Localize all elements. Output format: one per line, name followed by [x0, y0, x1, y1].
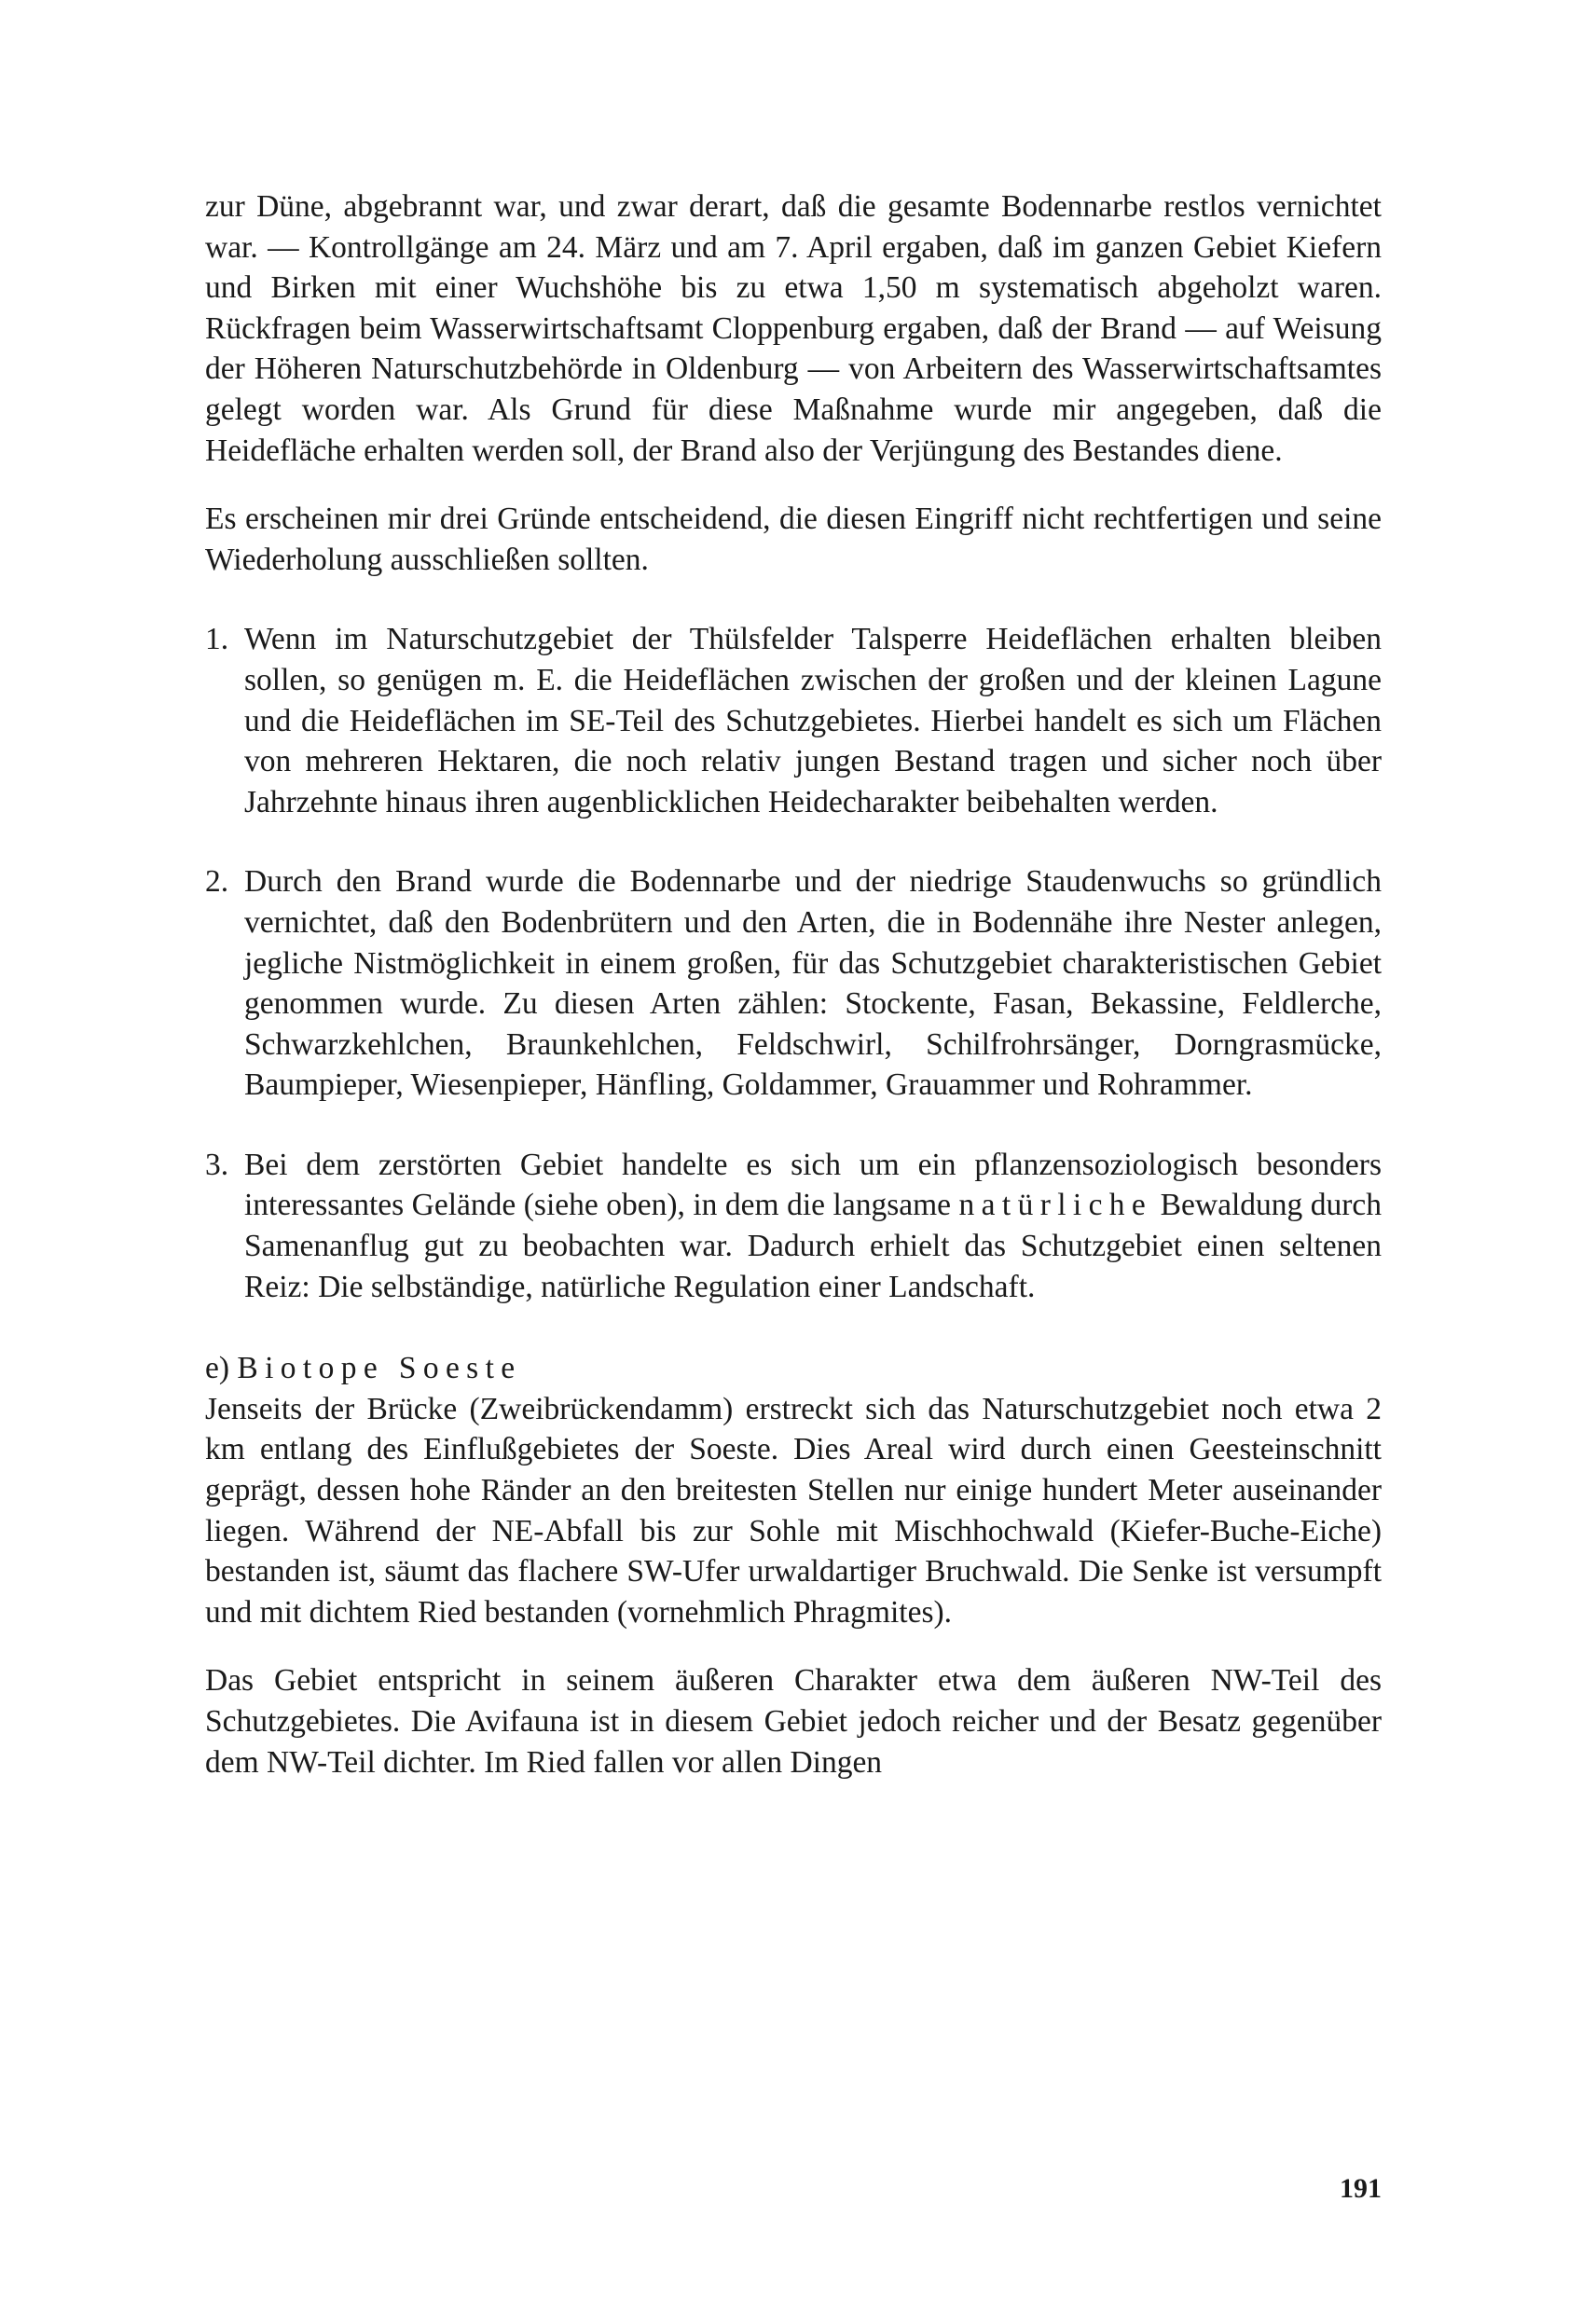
list-item-text-part: Bewaldung durch Samenanflug gut zu beobachten war. Dadurch erhielt das Schutzgebiet einen seltenen Reiz: Die selbständige, natürliche Regulation einer Landschaft. [244, 1188, 1383, 1304]
list-number: 1. [205, 622, 229, 657]
list-number: 3. [205, 1147, 229, 1182]
list-number: 2. [205, 864, 229, 900]
list-item [205, 861, 1382, 1106]
page-body [205, 186, 1382, 1782]
body-paragraph: Das Gebiet entspricht in seinem äußeren Charakter etwa dem äußeren NW-Teil des Schutzgebietes. Die Avifauna ist in diesem Gebiet jedoch reicher und der Besatz gegenüber dem NW-Teil dichter. Im Ried fallen vor allen Dingen [205, 1663, 1382, 1780]
list-item [205, 619, 1382, 822]
section-title: Biotope Soeste [237, 1351, 522, 1386]
list-item [205, 1145, 1382, 1307]
list-item-text: Durch den Brand wurde die Bodennarbe und der niedrige Staudenwuchs so gründlich vernichtet, daß den Bodenbrütern und den Arten, die in Bodennähe ihre Nester anlegen, jegliche Nistmöglichkeit in einem großen, für das Schutzgebiet charakteristischen Gebiet genommen wurde. Zu diesen Arten zählen: Stockente, Fasan, Bekassine, Feldlerche, Schwarzkehlchen, Braunkehlchen, Feldschwirl, Schilfrohrsänger, Dorngrasmücke, Baumpieper, Wiesenpieper, Hänfling, Goldammer, Grauammer und Rohrammer. [244, 864, 1382, 1103]
page-number: 191 [1340, 2173, 1382, 2204]
list-item-text [244, 1145, 1382, 1307]
body-paragraph: Es erscheinen mir drei Gründe entscheidend, die diesen Eingriff nicht rechtfertigen und seine Wiederholung ausschließen sollten. [205, 502, 1382, 577]
list-item-text-part: Bei dem zerstörten Gebiet handelte es sich um ein pflanzensoziologisch besonders interessantes Gelände (siehe oben), in dem die langsame [244, 1147, 1382, 1223]
body-paragraph: Jenseits der Brücke (Zweibrückendamm) erstreckt sich das Naturschutzgebiet noch etwa 2 km entlang des Einflußgebietes der Soeste. Dies Areal wird durch einen Geesteinschnitt geprägt, dessen hohe Ränder an den breitesten Stellen nur einige hundert Meter auseinander liegen. Während der NE-Abfall bis zur Sohle mit Mischhochwald (Kiefer-Buche-Eiche) bestanden ist, säumt das flachere SW-Ufer urwaldartiger Bruchwald. Die Senke ist versumpft und mit dichtem Ried bestanden (vornehmlich Phragmites). [205, 1391, 1382, 1630]
list-item-text: Wenn im Naturschutzgebiet der Thülsfelder Talsperre Heideflächen erhalten bleiben sollen, so genügen m. E. die Heideflächen zwischen der großen und der kleinen Lagune und die Heideflächen im SE-Teil des Schutzgebietes. Hierbei handelt es sich um Flächen von mehreren Hektaren, die noch relativ jungen Bestand tragen und sicher noch über Jahrzehnte hinaus ihren augenblicklichen Heidecharakter beibehalten werden. [244, 622, 1382, 819]
numbered-list [205, 619, 1382, 1307]
emphasized-word: natürliche [958, 1188, 1153, 1223]
section-heading [205, 1348, 1382, 1389]
body-paragraph: zur Düne, abgebrannt war, und zwar derart, daß die gesamte Bodennarbe restlos vernichtet war. — Kontrollgänge am 24. März und am 7. April ergaben, daß im ganzen Gebiet Kiefern und Birken mit einer Wuchshöhe bis zu etwa 1,50 m systematisch abgeholzt waren. Rückfragen beim Wasserwirtschaftsamt Cloppenburg ergaben, daß der Brand — auf Weisung der Höheren Naturschutzbehörde in Oldenburg — von Arbeitern des Wasserwirtschaftsamtes gelegt worden war. Als Grund für diese Maßnahme wurde mir angegeben, daß die Heidefläche erhalten werden soll, der Brand also der Verjüngung des Bestandes diene. [205, 189, 1382, 468]
section-body [205, 1389, 1382, 1782]
section-prefix: e) [205, 1351, 230, 1386]
